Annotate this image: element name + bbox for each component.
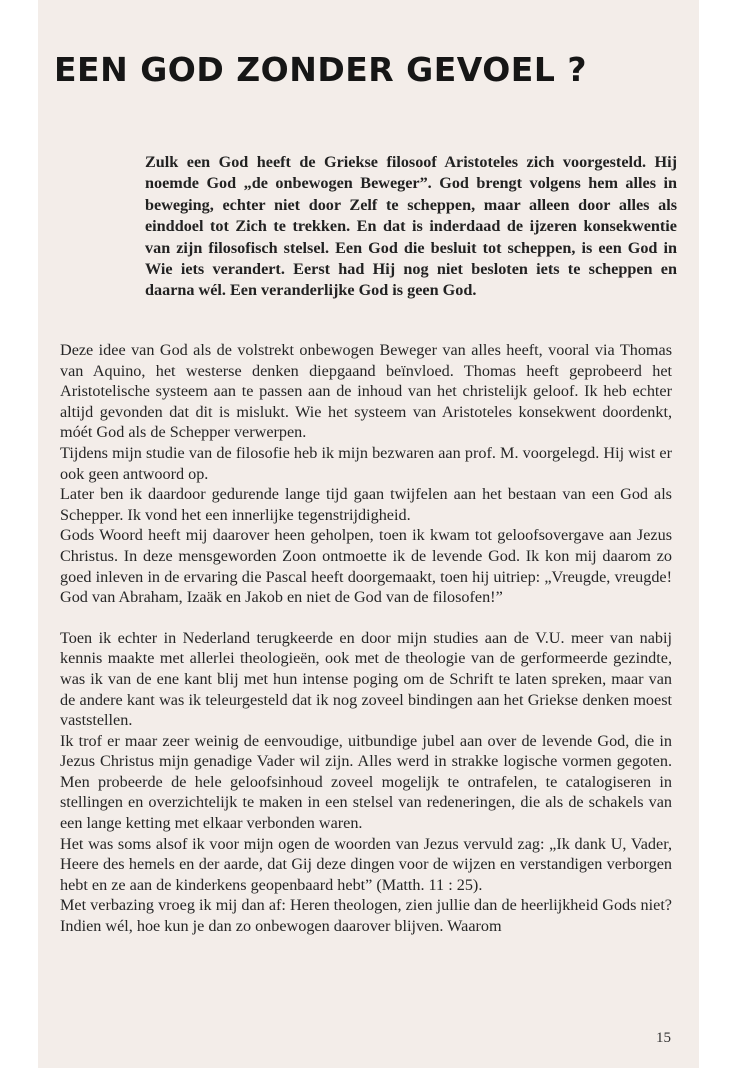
paragraph: Later ben ik daardoor gedurende lange tijd gaan twijfelen aan het bestaan van een God als Schepper. Ik vond het een innerlijke tegenstrijdigheid. [60, 485, 672, 524]
chapter-title: EEN GOD ZONDER GEVOEL ? [54, 50, 587, 89]
page-number: 15 [656, 1030, 671, 1046]
paragraph: Met verbazing vroeg ik mij dan af: Heren theologen, zien jullie dan de heerlijkheid Gods niet? Indien wél, hoe kun je dan zo onbewogen daarover blijven. Waarom [60, 896, 672, 936]
paragraph: Het was soms alsof ik voor mijn ogen de woorden van Jezus vervuld zag: „Ik dank U, Vader, Heere des hemels en der aarde, dat Gij deze dingen voor de wijzen en verstandigen verborgen hebt en ze aan de kinderkens geopenbaard hebt” (Matth. 11 : 25). [60, 834, 672, 894]
book-page [38, 0, 699, 1068]
paragraph: Tijdens mijn studie van de filosofie heb ik mijn bezwaren aan prof. M. voorgelegd. Hij wist er ook geen antwoord op. [60, 443, 672, 483]
body-text [60, 340, 672, 937]
paragraph: Gods Woord heeft mij daarover heen geholpen, toen ik kwam tot geloofsovergave aan Jezus Christus. In deze mensgeworden Zoon ontmoette ik de levende God. Ik kon mij daarom zo goed inleven in de ervaring die Pascal heeft doorgemaakt, toen hij uitriep: „Vreugde, vreugde! God van Abraham, Izaäk en Jakob en niet de God van de filosofen!” [60, 526, 672, 607]
paragraph: Deze idee van God als de volstrekt onbewogen Beweger van alles heeft, vooral via Thomas van Aquino, het westerse denken diepgaand beïnvloed. Thomas heeft geprobeerd het Aristotelische systeem aan te passen aan de inhoud van het christelijk geloof. Ik heb echter altijd gevonden dat dit is mislukt. Wie het systeem van Aristoteles konsekwent doordenkt, móét God als de Schepper verwerpen. [60, 341, 672, 442]
intro-paragraph: Zulk een God heeft de Griekse filosoof Aristoteles zich voorgesteld. Hij noemde God „de onbewogen Beweger”. God brengt volgens hem alles in beweging, echter niet door Zelf te scheppen, maar alleen door alles als einddoel tot Zich te trekken. En dat is inderdaad de ijzeren konsekwentie van zijn filosofisch stelsel. Een God die besluit tot scheppen, is een God in Wie iets verandert. Eerst had Hij nog niet besloten iets te scheppen en daarna wél. Een veranderlijke God is geen God. [145, 153, 677, 300]
paragraph: Ik trof er maar zeer weinig de eenvoudige, uitbundige jubel aan over de levende God, die in Jezus Christus mijn genadige Vader wil zijn. Alles werd in strakke logische vormen gegoten. Men probeerde de hele geloofsinhoud zoveel mogelijk te ontrafelen, te catalogiseren in stellingen en overzichtelijk te maken in een stelsel van redeneringen, die als de schakels van een lange ketting met elkaar verbonden waren. [60, 731, 672, 833]
paragraph: Toen ik echter in Nederland terugkeerde en door mijn studies aan de V.U. meer van nabij kennis maakte met allerlei theologieën, ook met de theologie van de gerformeerde gezindte, was ik van de ene kant blij met hun intense poging om de Schrift te laten spreken, maar van de andere kant was ik teleurgesteld dat ik nog zoveel bindingen aan het Griekse denken moest vaststellen. [60, 628, 672, 730]
